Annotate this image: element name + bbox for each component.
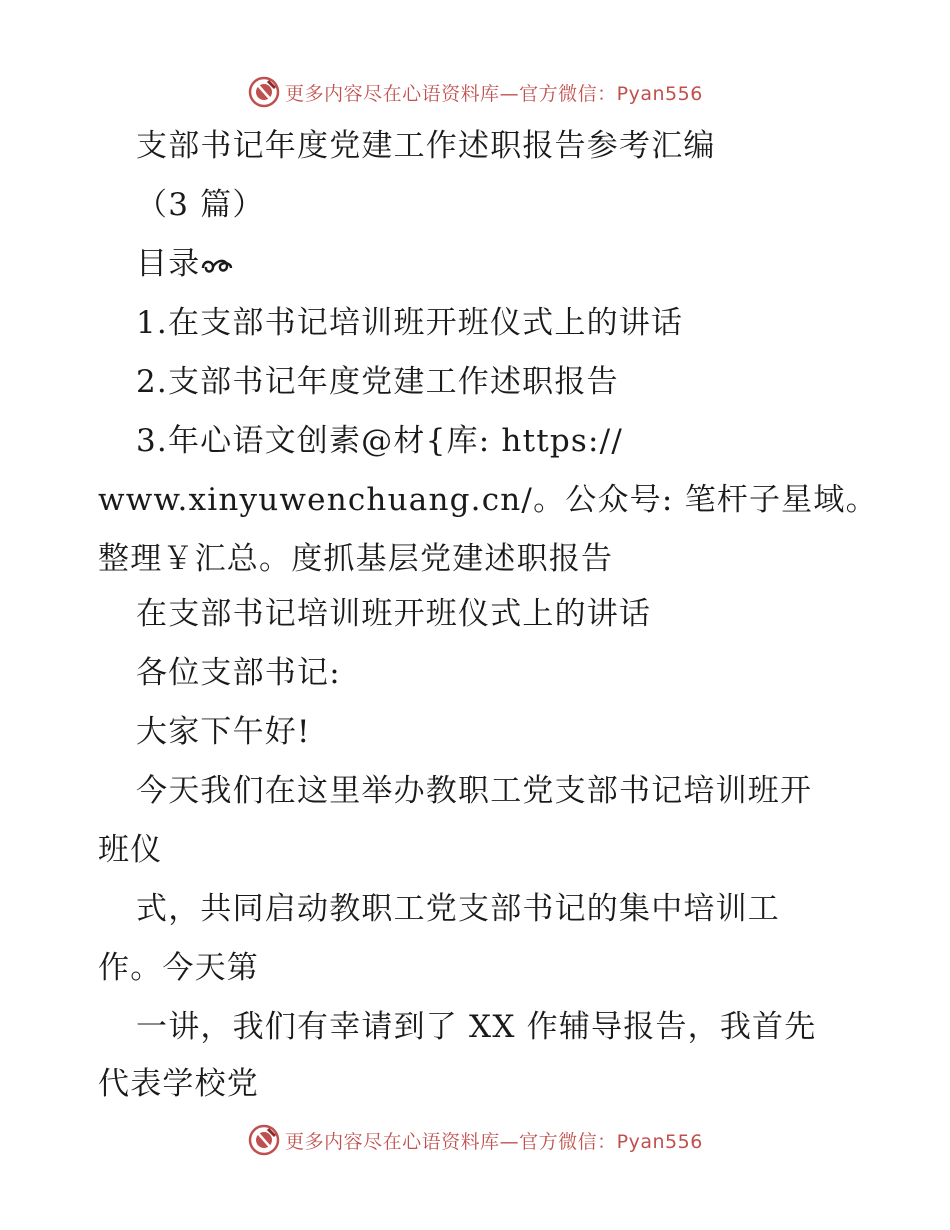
header-banner-text: 更多内容尽在心语资料库—官方微信：Pyan556 xyxy=(285,82,703,105)
body-line: 作。今天第 xyxy=(98,950,259,986)
header-banner xyxy=(0,70,950,114)
toc-heading xyxy=(136,244,234,284)
footer-banner-text: 更多内容尽在心语资料库—官方微信：Pyan556 xyxy=(285,1130,703,1153)
section-title: 在支部书记培训班开班仪式上的讲话 xyxy=(136,596,652,632)
body-line: 班仪 xyxy=(98,832,163,868)
toc-label: 目录 xyxy=(136,246,201,282)
body-line: 代表学校党 xyxy=(98,1066,259,1102)
mascot-logo-icon xyxy=(247,75,281,109)
toc-item-2: 2.支部书记年度党建工作述职报告 xyxy=(136,364,619,400)
toc-item-3-continuation-2: 整理￥汇总。度抓基层党建述职报告 xyxy=(98,541,614,577)
document-title-line-1: 支部书记年度党建工作述职报告参考汇编 xyxy=(136,128,716,164)
greeting: 大家下午好! xyxy=(136,714,311,750)
salutation: 各位支部书记: xyxy=(136,655,341,691)
toc-item-1: 1.在支部书记培训班开班仪式上的讲话 xyxy=(136,305,684,341)
document-title-line-2: （3 篇） xyxy=(136,187,265,223)
body-line: 今天我们在这里举办教职工党支部书记培训班开 xyxy=(136,773,813,809)
mascot-logo-icon xyxy=(247,1123,281,1157)
body-line: 式，共同启动教职工党支部书记的集中培训工 xyxy=(136,891,780,927)
toc-item-3-continuation-1: www.xinyuwenchuang.cn/。公众号: 笔杆子星域。 xyxy=(98,482,878,518)
toc-item-3: 3.年心语文创素@材{库: https:// xyxy=(136,423,623,459)
body-line: 一讲，我们有幸请到了 XX 作辅导报告，我首先 xyxy=(136,1009,817,1045)
ornament-swirl-icon xyxy=(200,254,234,276)
footer-banner xyxy=(0,1118,950,1162)
